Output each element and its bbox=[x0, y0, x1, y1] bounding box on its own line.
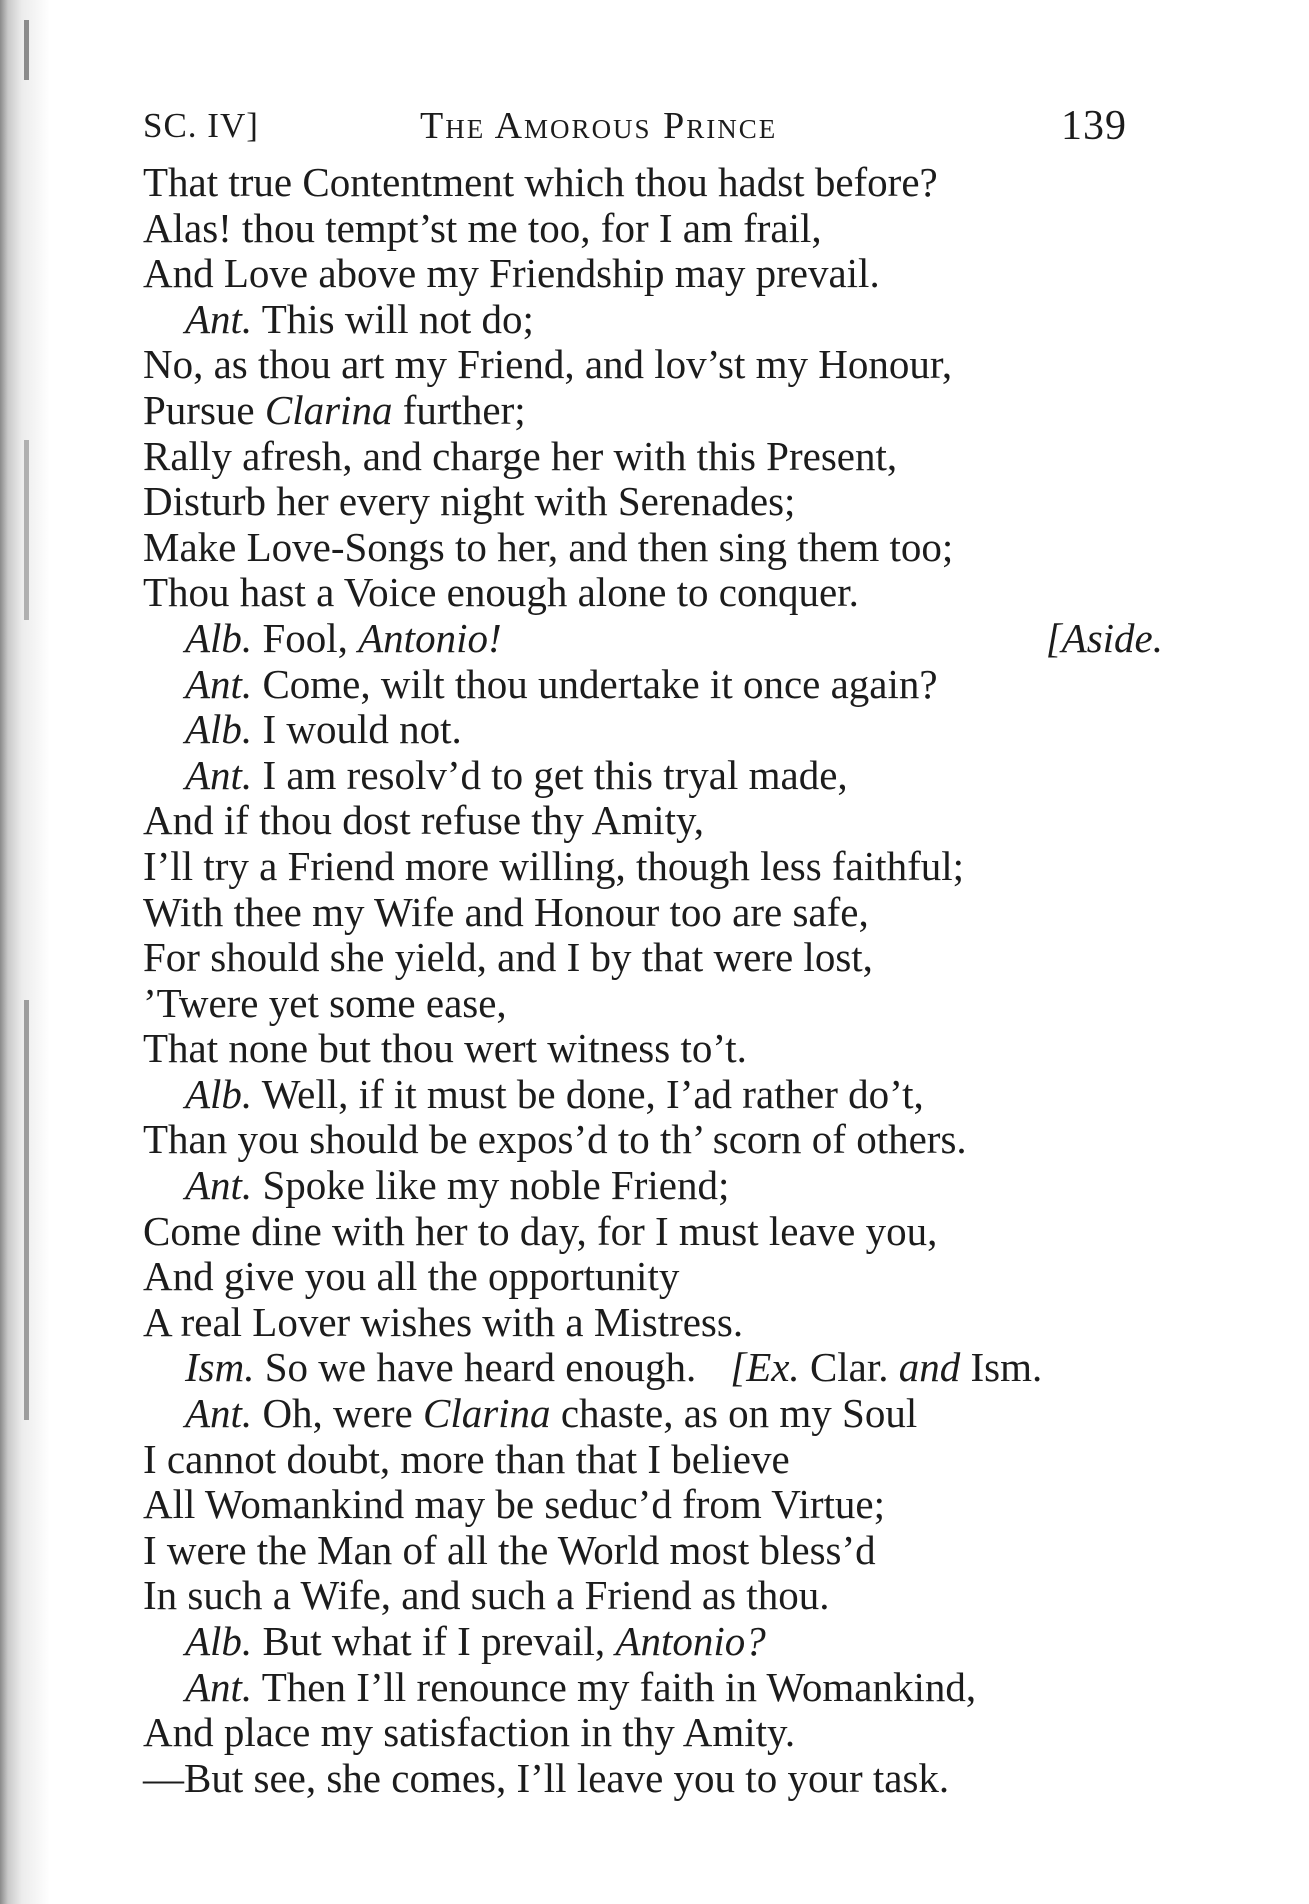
speaker-name: Alb. bbox=[185, 1070, 253, 1117]
speaker-name: Ant. bbox=[185, 1390, 253, 1437]
speech-line bbox=[143, 662, 1163, 708]
line-text: For should she yield, and I by that were lost, bbox=[143, 934, 873, 981]
line-text: No, as thou art my Friend, and lov’st my Honour, bbox=[143, 341, 953, 388]
verse-line bbox=[143, 1209, 1163, 1255]
binding-mark bbox=[24, 1000, 29, 1420]
verse-line bbox=[143, 844, 1163, 890]
verse-line bbox=[143, 1482, 1163, 1528]
line-text: Thou hast a Voice enough alone to conquer. bbox=[143, 569, 859, 616]
speech-line bbox=[143, 1665, 1163, 1711]
stage-direction-name: Ism. bbox=[970, 1344, 1043, 1391]
line-text: I would not. bbox=[262, 706, 462, 753]
speaker-name: Ant. bbox=[185, 295, 253, 342]
verse-line bbox=[143, 935, 1163, 981]
speaker-name: Ant. bbox=[185, 1162, 253, 1209]
line-text: Spoke like my noble Friend; bbox=[262, 1162, 730, 1209]
verse-line bbox=[143, 342, 1163, 388]
running-title: The Amorous Prince bbox=[420, 105, 778, 147]
line-text: chaste, as on my Soul bbox=[560, 1390, 918, 1437]
verse-line bbox=[143, 1528, 1163, 1574]
speech-line bbox=[143, 1072, 1163, 1118]
line-text: Oh, were bbox=[262, 1390, 413, 1437]
verse-line bbox=[143, 1756, 1163, 1802]
line-text: Well, if it must be done, I’ad rather do’t, bbox=[261, 1070, 924, 1117]
line-text: So we have heard enough. bbox=[264, 1344, 697, 1391]
verse-line bbox=[143, 1573, 1163, 1619]
line-text: ’Twere yet some ease, bbox=[143, 979, 507, 1026]
verse-line bbox=[143, 206, 1163, 252]
line-text: I cannot doubt, more than that I believe bbox=[143, 1435, 790, 1482]
verse-line bbox=[143, 1026, 1163, 1072]
stage-direction-exit: [Ex. bbox=[730, 1344, 800, 1391]
line-text: And Love above my Friendship may prevail. bbox=[143, 250, 880, 297]
verse-line bbox=[143, 890, 1163, 936]
line-text: This will not do; bbox=[261, 295, 534, 342]
speech-line bbox=[143, 1619, 1163, 1665]
character-name: Antonio? bbox=[615, 1618, 766, 1664]
line-text: —But see, she comes, I’ll leave you to your task. bbox=[143, 1754, 950, 1801]
line-text: And place my satisfaction in thy Amity. bbox=[143, 1709, 796, 1756]
verse-line bbox=[143, 434, 1163, 480]
speaker-name: Ant. bbox=[185, 751, 253, 798]
line-text: But what if I prevail, bbox=[262, 1618, 606, 1664]
line-text: I am resolv’d to get this tryal made, bbox=[262, 751, 848, 798]
line-text: Rally afresh, and charge her with this Present, bbox=[143, 432, 898, 479]
verse-line bbox=[143, 1710, 1163, 1756]
speech-line bbox=[143, 753, 1163, 799]
speaker-name: Alb. bbox=[185, 614, 253, 661]
verse-line bbox=[143, 388, 1163, 434]
character-name: Clarina bbox=[422, 1390, 551, 1437]
line-text: Come, wilt thou undertake it once again? bbox=[262, 660, 938, 707]
page-number: 139 bbox=[1061, 103, 1127, 149]
line-text: further; bbox=[402, 386, 526, 433]
line-text: Fool, bbox=[262, 614, 348, 661]
running-header bbox=[143, 100, 1163, 152]
speech-line bbox=[143, 1345, 1163, 1391]
line-text: With thee my Wife and Honour too are safe, bbox=[143, 888, 869, 935]
speech-line bbox=[143, 1391, 1163, 1437]
character-name: Antonio! bbox=[358, 614, 502, 661]
verse-line bbox=[143, 251, 1163, 297]
line-text: Then I’ll renounce my faith in Womankind, bbox=[261, 1663, 977, 1710]
line-text: And if thou dost refuse thy Amity, bbox=[143, 797, 705, 844]
play-text bbox=[143, 160, 1163, 1801]
line-text: I were the Man of all the World most bless’d bbox=[143, 1526, 876, 1573]
binding-shadow bbox=[0, 0, 60, 1904]
character-name: Clarina bbox=[264, 386, 393, 433]
binding-mark bbox=[24, 20, 29, 80]
verse-line bbox=[143, 1300, 1163, 1346]
stage-direction-name: Clar. bbox=[809, 1344, 889, 1391]
line-text: In such a Wife, and such a Friend as thou. bbox=[143, 1572, 830, 1619]
verse-line bbox=[143, 1437, 1163, 1483]
verse-line bbox=[143, 981, 1163, 1027]
speaker-name: Ant. bbox=[185, 660, 253, 707]
speaker-name: Ism. bbox=[185, 1344, 255, 1391]
verse-line bbox=[143, 570, 1163, 616]
line-text: Alas! thou tempt’st me too, for I am frail, bbox=[143, 204, 822, 251]
verse-line bbox=[143, 1254, 1163, 1300]
line-text: Make Love-Songs to her, and then sing them too; bbox=[143, 523, 954, 570]
line-text: Pursue bbox=[143, 386, 255, 433]
speaker-name: Alb. bbox=[185, 706, 253, 753]
line-text: Than you should be expos’d to th’ scorn of others. bbox=[143, 1116, 967, 1163]
stage-direction bbox=[730, 1344, 1042, 1390]
stage-direction-conjunction: and bbox=[898, 1344, 961, 1391]
speech-line bbox=[143, 616, 1163, 662]
line-text: Come dine with her to day, for I must leave you, bbox=[143, 1207, 938, 1254]
line-text: I’ll try a Friend more willing, though less faithful; bbox=[143, 842, 965, 889]
binding-mark bbox=[24, 440, 29, 620]
verse-line bbox=[143, 798, 1163, 844]
speaker-name: Ant. bbox=[185, 1663, 253, 1710]
speech-line bbox=[143, 297, 1163, 343]
scene-reference: SC. IV] bbox=[143, 106, 259, 145]
line-text: All Womankind may be seduc’d from Virtue; bbox=[143, 1481, 885, 1528]
speech-line bbox=[143, 707, 1163, 753]
verse-line bbox=[143, 479, 1163, 525]
line-text: That true Contentment which thou hadst before? bbox=[143, 159, 938, 205]
speaker-name: Alb. bbox=[185, 1618, 253, 1664]
verse-line bbox=[143, 525, 1163, 571]
line-text: A real Lover wishes with a Mistress. bbox=[143, 1298, 744, 1345]
line-text: Disturb her every night with Serenades; bbox=[143, 478, 796, 525]
speech-line bbox=[143, 1163, 1163, 1209]
verse-line bbox=[143, 160, 1163, 206]
line-text: And give you all the opportunity bbox=[143, 1253, 680, 1300]
stage-direction: [Aside. bbox=[1045, 614, 1163, 661]
line-text: That none but thou wert witness to’t. bbox=[143, 1025, 747, 1072]
verse-line bbox=[143, 1117, 1163, 1163]
